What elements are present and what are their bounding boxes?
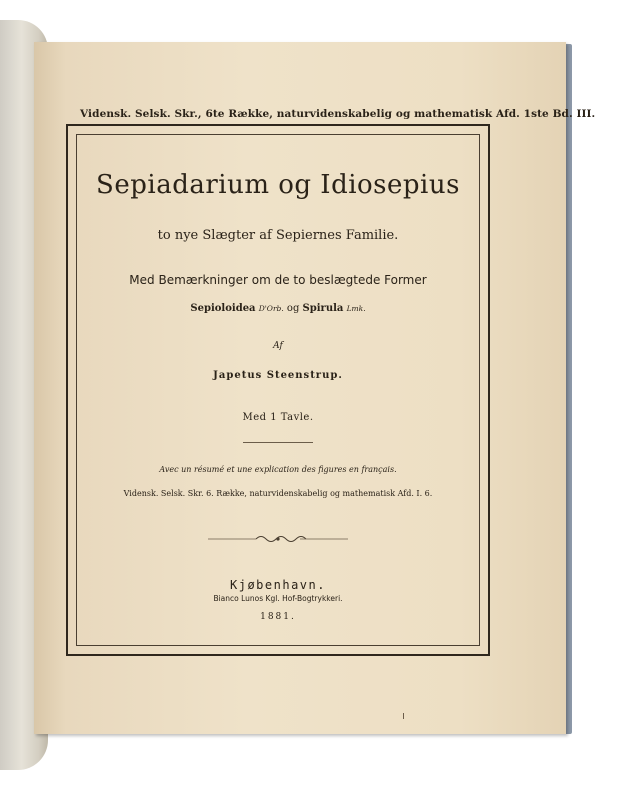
plate-note: Med 1 Tavle. <box>242 412 314 423</box>
city: Kjøbenhavn. <box>230 578 326 592</box>
year: 1881. <box>260 612 296 622</box>
series-header: Vidensk. Selsk. Skr., 6te Række, naturvidenskabelig og mathematisk Afd. 1ste Bd. III. <box>80 108 596 120</box>
genus-sepioloidea: Sepioloidea <box>190 303 256 314</box>
subtitle: to nye Slægter af Sepiernes Familie. <box>157 228 399 243</box>
author-dorb: D'Orb. <box>258 304 284 313</box>
author-lmk: Lmk. <box>346 304 366 313</box>
related-forms-line <box>76 303 480 314</box>
ornament-divider <box>208 533 348 545</box>
series-reference: Vidensk. Selsk. Skr. 6. Række, naturvidenskabelig og mathematisk Afd. I. 6. <box>123 489 433 498</box>
page-title: Sepiadarium og Idiosepius <box>96 170 460 200</box>
resume-note: Avec un résumé et une explication des figures en français. <box>159 465 397 474</box>
remarks-line: Med Bemærkninger om de to beslægtede Former <box>129 273 427 287</box>
genus-spirula: Spirula <box>302 303 344 314</box>
printer: Bianco Lunos Kgl. Hof-Bogtrykkeri. <box>213 594 343 603</box>
conjunction: og <box>286 303 300 314</box>
inner-border-frame <box>76 134 480 646</box>
author-name: Japetus Steenstrup. <box>213 370 343 381</box>
divider-rule <box>243 442 313 443</box>
signature-mark <box>403 713 404 719</box>
by-label: Af <box>273 341 283 351</box>
